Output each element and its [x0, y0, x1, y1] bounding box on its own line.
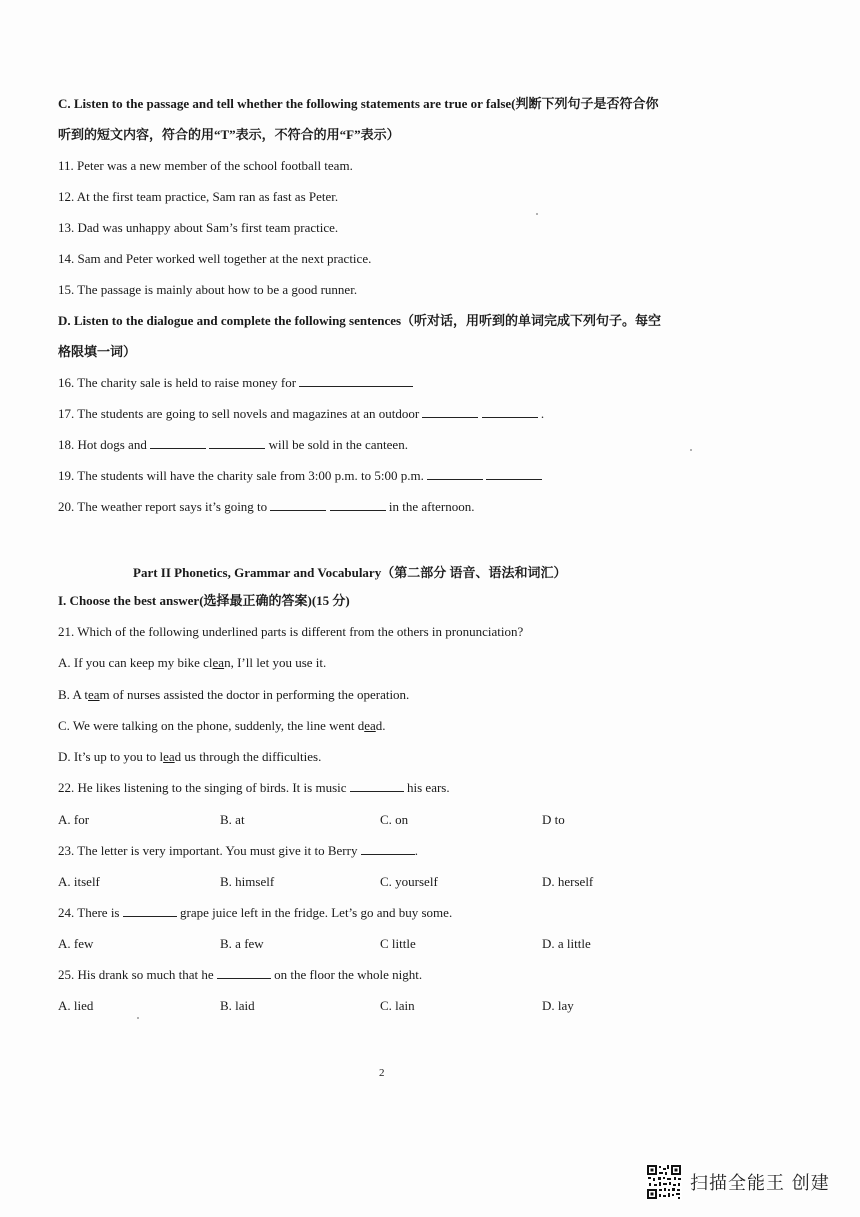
scan-speck	[690, 449, 692, 451]
question-25-stem	[58, 967, 422, 983]
answer-blank[interactable]	[209, 437, 265, 449]
question-13: 13. Dad was unhappy about Sam’s first team practice.	[58, 220, 339, 235]
question-text: 25. His drank so much that he	[58, 967, 214, 982]
underlined-part: ea	[163, 749, 175, 764]
question-21-option-a[interactable]	[58, 655, 326, 671]
option-text: B. A t	[58, 687, 88, 702]
part-2-title: Part II Phonetics, Grammar and Vocabulary（第二部分 语音、语法和词汇）	[133, 565, 567, 580]
question-21-option-b[interactable]	[58, 687, 409, 703]
section-c-heading-line1: C. Listen to the passage and tell whether the following statements are true or false(判断下列句子是否符合你	[58, 96, 659, 111]
question-text: grape juice left in the fridge. Let’s go and buy some.	[180, 905, 453, 920]
question-14: 14. Sam and Peter worked well together at the next practice.	[58, 251, 372, 266]
answer-blank[interactable]	[427, 468, 483, 480]
question-18	[58, 437, 408, 453]
question-17-text: 17. The students are going to sell novels and magazines at an outdoor	[58, 406, 420, 421]
answer-blank[interactable]	[123, 905, 177, 917]
option-c[interactable]: C. lain	[380, 998, 415, 1013]
section-1-heading: I. Choose the best answer(选择最正确的答案)(15 分)	[58, 593, 350, 608]
question-16-text: 16. The charity sale is held to raise money for	[58, 375, 297, 390]
option-c[interactable]: C. on	[380, 812, 409, 827]
question-17	[58, 406, 544, 422]
question-23-stem	[58, 843, 418, 859]
answer-blank[interactable]	[350, 780, 404, 792]
option-c[interactable]: C little	[380, 936, 416, 951]
question-text: his ears.	[407, 780, 450, 795]
question-20	[58, 499, 474, 515]
question-17-tail: .	[540, 406, 545, 421]
question-16	[58, 375, 413, 391]
question-11: 11. Peter was a new member of the school football team.	[58, 158, 353, 173]
question-21-stem: 21. Which of the following underlined parts is different from the others in pronunciation?	[58, 624, 524, 639]
underlined-part: ea	[364, 718, 376, 733]
answer-blank[interactable]	[486, 468, 542, 480]
option-b[interactable]: B. laid	[220, 998, 255, 1013]
answer-blank[interactable]	[361, 843, 415, 855]
option-d[interactable]: D. lay	[542, 998, 574, 1013]
option-b[interactable]: B. at	[220, 812, 245, 827]
section-d-heading-line2: 格限填一词）	[58, 344, 137, 359]
answer-blank[interactable]	[482, 406, 538, 418]
question-18-tail: will be sold in the canteen.	[268, 437, 408, 452]
underlined-part: ea	[88, 687, 100, 702]
option-text: d.	[375, 718, 386, 733]
underlined-part: ea	[212, 655, 225, 670]
answer-blank[interactable]	[150, 437, 206, 449]
question-21-option-c[interactable]	[58, 718, 386, 734]
question-text: 22. He likes listening to the singing of birds. It is music	[58, 780, 347, 795]
option-b[interactable]: B. himself	[220, 874, 275, 889]
section-c-heading-line2: 听到的短文内容，符合的用“T”表示，不符合的用“F”表示）	[58, 127, 400, 142]
answer-blank[interactable]	[217, 967, 271, 979]
option-d[interactable]: D. herself	[542, 874, 594, 889]
option-text: C. We were talking on the phone, suddenly, the line went d	[58, 718, 365, 733]
option-a[interactable]: A. itself	[58, 874, 100, 889]
question-21-option-d[interactable]	[58, 749, 321, 765]
qr-code-icon	[646, 1164, 682, 1200]
option-text: m of nurses assisted the doctor in performing the operation.	[99, 687, 410, 702]
question-text: 23. The letter is very important. You must give it to Berry	[58, 843, 358, 858]
option-text: d us through the difficulties.	[174, 749, 322, 764]
option-d[interactable]: D. a little	[542, 936, 591, 951]
question-20-tail: in the afternoon.	[388, 499, 475, 514]
question-19-text: 19. The students will have the charity sale from 3:00 p.m. to 5:00 p.m.	[58, 468, 424, 483]
question-text: .	[414, 843, 418, 858]
scanner-watermark	[646, 1163, 830, 1201]
answer-blank[interactable]	[422, 406, 478, 418]
option-d[interactable]: D to	[542, 812, 565, 827]
option-a[interactable]: A. few	[58, 936, 94, 951]
option-text: A. If you can keep my bike cl	[58, 655, 213, 670]
question-20-text: 20. The weather report says it’s going to	[58, 499, 268, 514]
option-a[interactable]: A. for	[58, 812, 90, 827]
answer-blank[interactable]	[299, 375, 413, 387]
option-a[interactable]: A. lied	[58, 998, 94, 1013]
section-d-heading-line1: D. Listen to the dialogue and complete the following sentences（听对话，用听到的单词完成下列句子。每空	[58, 313, 662, 328]
option-b[interactable]: B. a few	[220, 936, 264, 951]
answer-blank[interactable]	[330, 499, 386, 511]
question-24-stem	[58, 905, 452, 921]
option-c[interactable]: C. yourself	[380, 874, 438, 889]
question-22-stem	[58, 780, 450, 796]
scan-speck	[536, 213, 538, 215]
scan-speck	[137, 1017, 139, 1019]
question-text: 24. There is	[58, 905, 120, 920]
question-12: 12. At the first team practice, Sam ran as fast as Peter.	[58, 189, 339, 204]
question-18-text: 18. Hot dogs and	[58, 437, 147, 452]
option-text: D. It’s up to you to l	[58, 749, 164, 764]
question-19	[58, 468, 542, 484]
watermark-text: 扫描全能王 创建	[690, 1173, 830, 1194]
option-text: n, I’ll let you use it.	[224, 655, 327, 670]
question-text: on the floor the whole night.	[274, 967, 423, 982]
page-number: 2	[379, 1067, 385, 1079]
answer-blank[interactable]	[270, 499, 326, 511]
question-15: 15. The passage is mainly about how to be a good runner.	[58, 282, 358, 297]
